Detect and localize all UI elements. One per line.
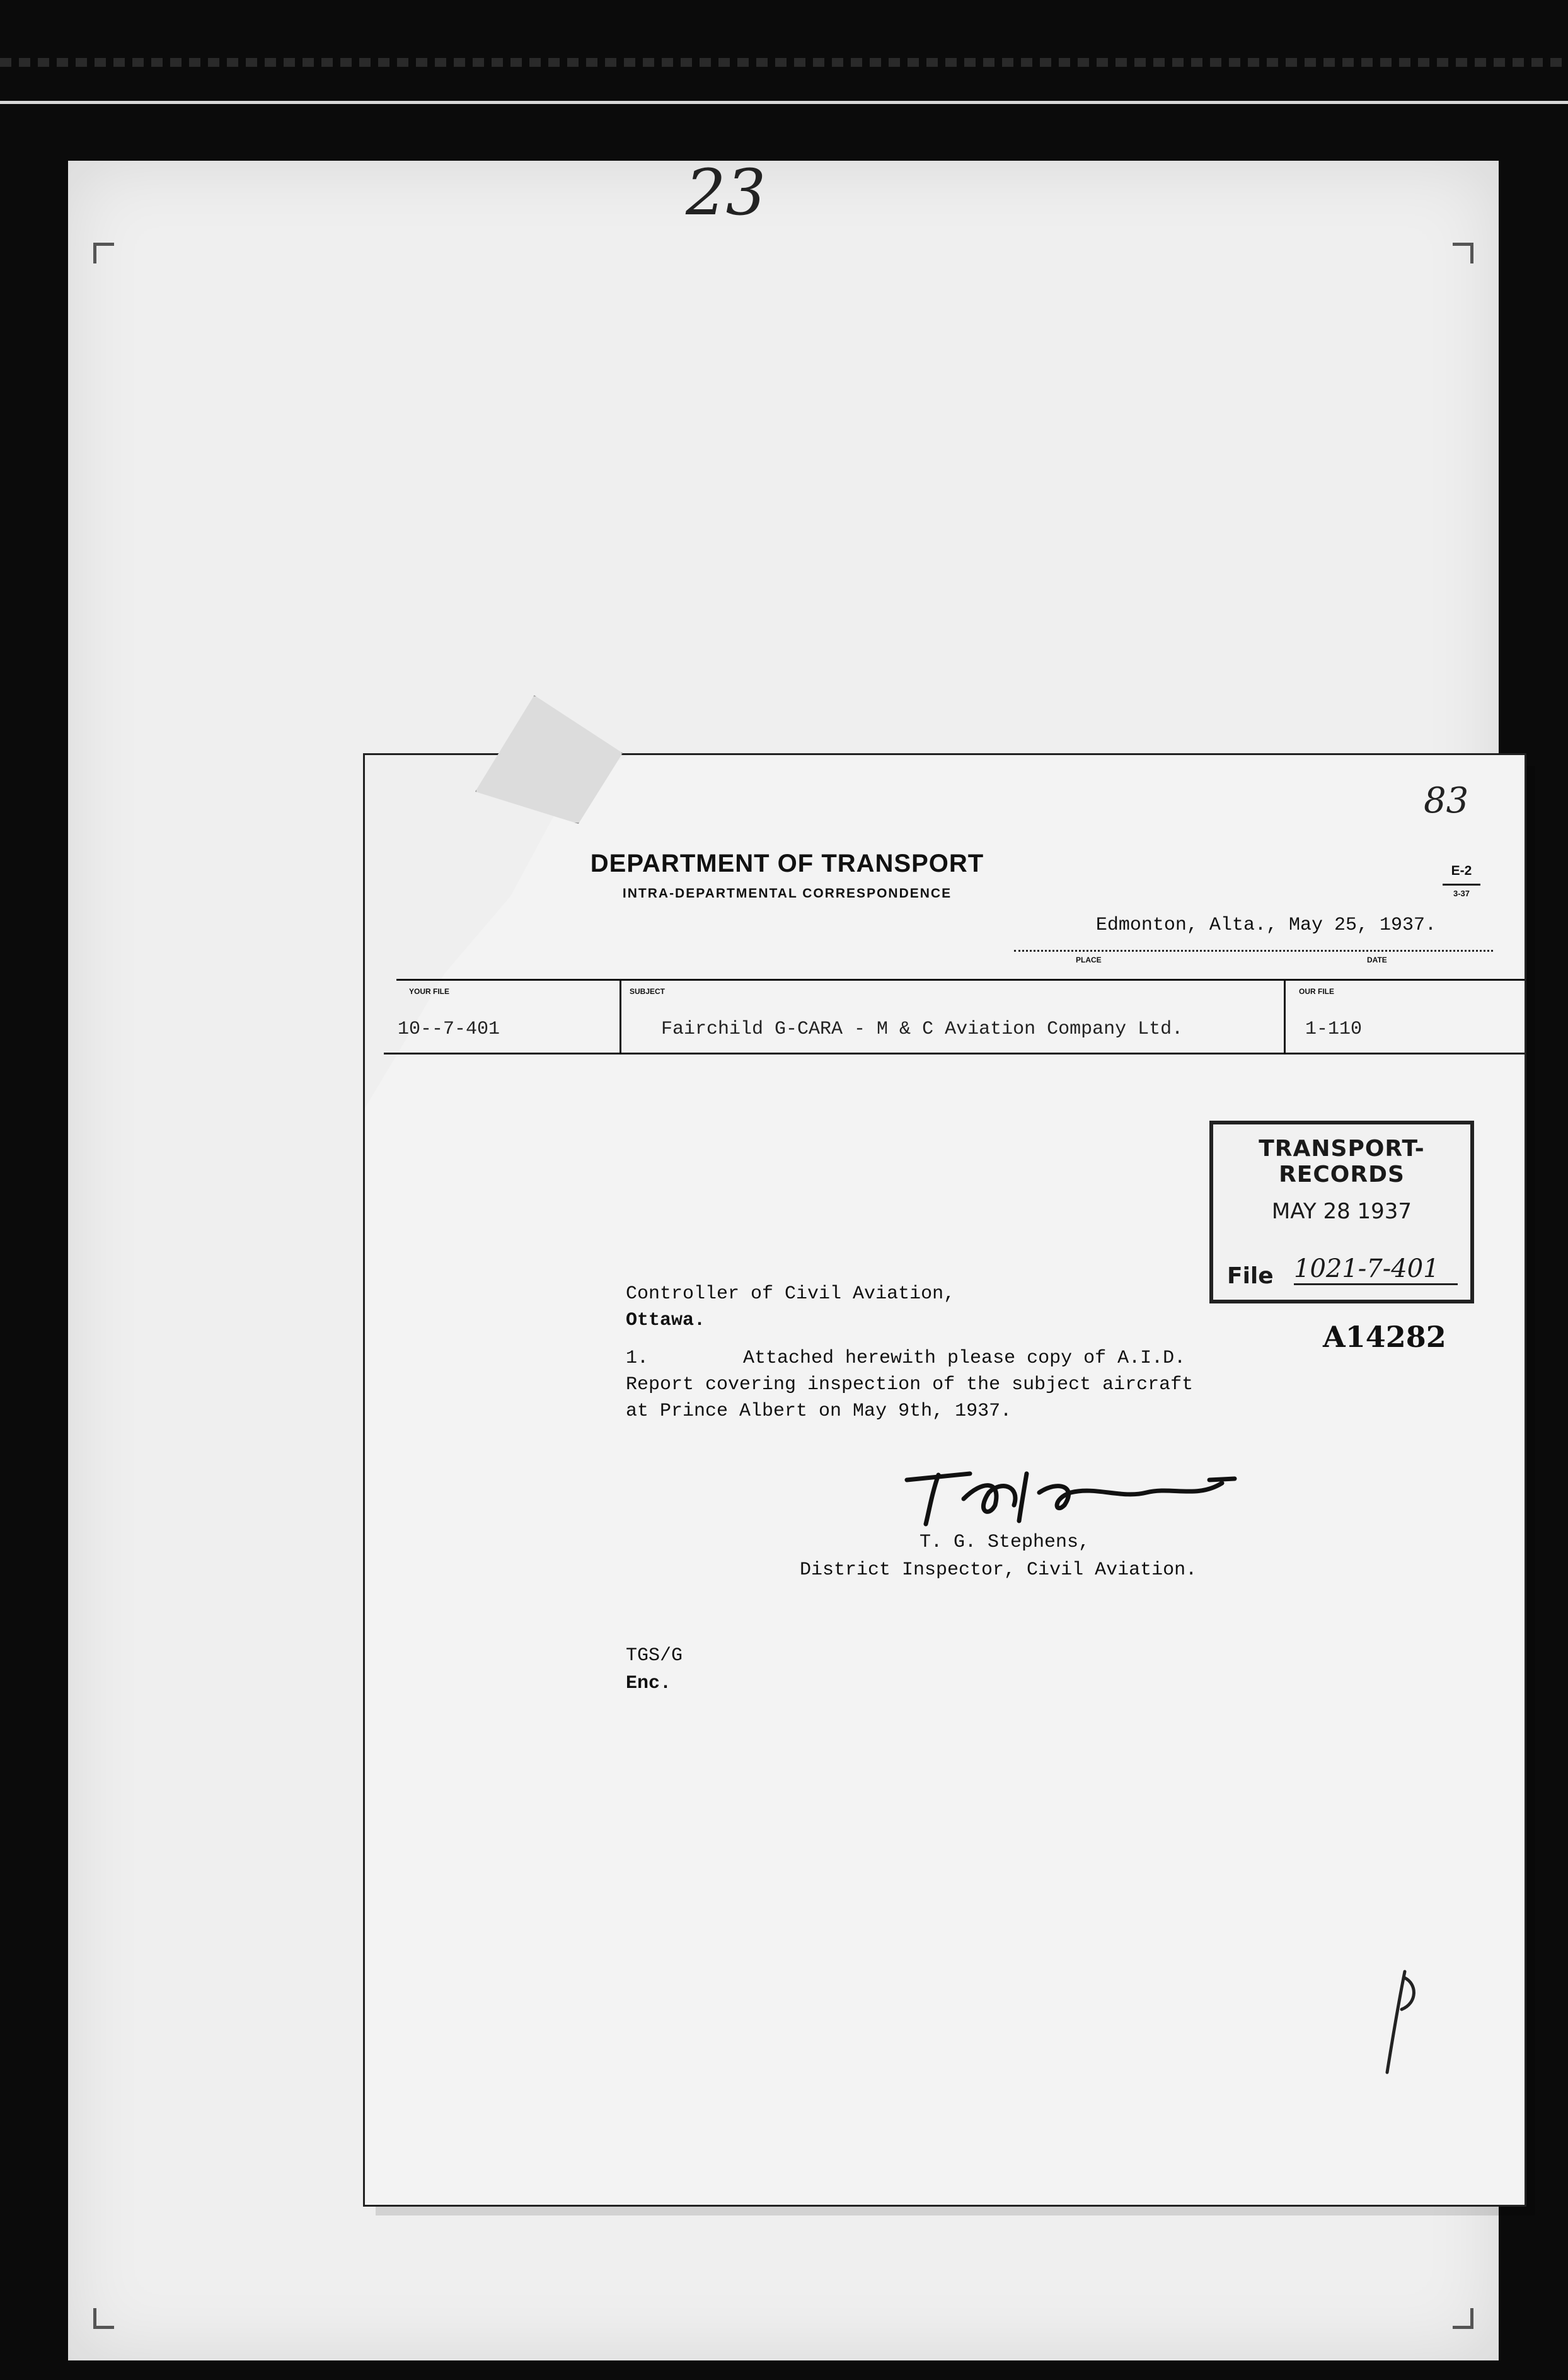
form-number: E-2 <box>1451 864 1472 878</box>
place-date-line: Edmonton, Alta., May 25, 1937. <box>1095 915 1436 936</box>
your-file-label: YOUR FILE <box>409 987 450 996</box>
crop-mark-bottom-right <box>1453 2308 1473 2329</box>
film-strip <box>0 58 1568 67</box>
date-label: DATE <box>1367 956 1387 964</box>
enclosure-note: Enc. <box>626 1673 672 1694</box>
stamp-file-value: 1021-7-401 <box>1294 1254 1458 1285</box>
department-title: DEPARTMENT OF TRANSPORT <box>590 850 984 877</box>
form-number-rule <box>1443 884 1480 886</box>
field-divider <box>620 979 621 1054</box>
field-divider <box>1284 979 1286 1054</box>
torn-corner <box>365 755 630 1108</box>
correspondence-subtitle: INTRA-DEPARTMENTAL CORRESPONDENCE <box>622 886 952 901</box>
records-stamp <box>1209 1121 1474 1303</box>
sheet-handwritten-note: 23 <box>686 156 766 229</box>
field-grid-bottom-rule <box>384 1053 1525 1054</box>
addressee-city: Ottawa. <box>626 1310 706 1331</box>
crop-mark-top-left <box>93 243 114 263</box>
place-label: PLACE <box>1076 956 1102 964</box>
stamp-date: MAY 28 1937 <box>1271 1199 1412 1224</box>
document-number: A14282 <box>1323 1320 1446 1354</box>
stamp-title: TRANSPORT-RECORDS <box>1259 1136 1425 1187</box>
signatory-title: District Inspector, Civil Aviation. <box>800 1559 1197 1581</box>
scan-sheet <box>68 156 1499 2360</box>
paragraph-number: 1. <box>626 1348 649 1369</box>
place-date-rule <box>1014 950 1493 952</box>
film-edge-line <box>0 101 1568 104</box>
our-file-label: OUR FILE <box>1299 987 1334 996</box>
form-revision: 3-37 <box>1453 889 1470 898</box>
reference-initials: TGS/G <box>626 1645 683 1667</box>
subject-value: Fairchild G-CARA - M & C Aviation Company Ltd. <box>661 1019 1184 1040</box>
our-file-value: 1-110 <box>1305 1019 1363 1040</box>
subject-label: SUBJECT <box>630 987 666 996</box>
signatory-name: T. G. Stephens, <box>919 1532 1090 1553</box>
paragraph-line: Attached herewith please copy of A.I.D. <box>743 1348 1186 1369</box>
corner-handwritten-note: 83 <box>1424 780 1469 821</box>
field-grid-top-rule <box>396 979 1525 981</box>
handwritten-signature <box>894 1455 1247 1530</box>
your-file-value: 10--7-401 <box>398 1019 500 1040</box>
crop-mark-bottom-left <box>93 2308 114 2329</box>
margin-pen-mark <box>1380 1965 1430 2079</box>
memo-document <box>363 753 1526 2207</box>
paragraph-line: at Prince Albert on May 9th, 1937. <box>626 1401 1012 1422</box>
addressee: Controller of Civil Aviation, <box>626 1283 955 1305</box>
crop-mark-top-right <box>1453 243 1473 263</box>
paragraph-line: Report covering inspection of the subject aircraft <box>626 1374 1194 1395</box>
stamp-file-label: File <box>1227 1263 1274 1289</box>
